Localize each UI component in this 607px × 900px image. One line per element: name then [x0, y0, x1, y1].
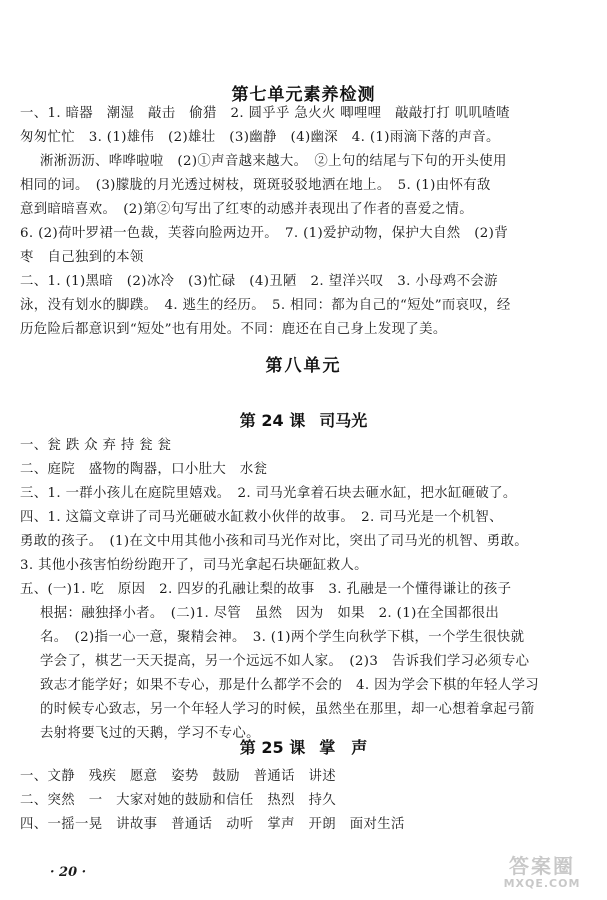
answer-line: 相同的词。 (3)朦胧的月光透过树枝，斑斑驳驳地洒在地上。 5. (1)由怀有敌	[20, 178, 491, 193]
answer-line: 四、一摇一晃 讲故事 普通话 动听 掌声 开朗 面对生活	[20, 817, 405, 832]
answer-line: 意到暗暗喜欢。 (2)第②句写出了红枣的动感并表现出了作者的喜爱之情。	[20, 202, 474, 217]
answer-line: 名。 (2)指一心一意，聚精会神。 3. (1)两个学生向秋学下棋，一个学生很快就	[40, 630, 525, 645]
answer-line: 四、1. 这篇文章讲了司马光砸破水缸救小伙伴的故事。 2. 司马光是一个机智、	[20, 510, 503, 525]
lesson24-number: 第 24 课	[239, 411, 306, 430]
answer-line: 的时候专心致志，另一个年轻人学习的时候，虽然坐在那里，却一心想着拿起弓箭	[40, 702, 535, 717]
answer-line: 致志才能学好；如果不专心，那是什么都学不会的 4. 因为学会下棋的年轻人学习	[40, 678, 540, 693]
answer-line: 枣 自己独到的本领	[20, 250, 144, 265]
answer-line: 3. 其他小孩害怕纷纷跑开了，司马光拿起石块砸缸救人。	[20, 558, 368, 573]
answer-line: 历危险后都意识到“短处”也有用处。不同：鹿还在自己身上发现了美。	[20, 322, 447, 337]
answer-line: 一、瓮 跌 众 弃 持 瓮 瓮	[20, 438, 172, 453]
answer-line: 二、庭院 盛物的陶器，口小肚大 水瓮	[20, 462, 268, 477]
answer-line: 淅淅沥沥、哗哗啦啦 (2)①声音越来越大。 ②上句的结尾与下句的开头使用	[40, 154, 507, 169]
answer-line: 三、1. 一群小孩儿在庭院里嬉戏。 2. 司马光拿着石块去砸水缸，把水缸砸破了。	[20, 486, 517, 501]
answer-line: 去射将要飞过的天鹅，学习不专心。	[40, 726, 260, 741]
unit7-title: 第七单元素养检测	[231, 85, 376, 105]
answer-line: 匆匆忙忙 3. (1)雄伟 (2)雄壮 (3)幽静 (4)幽深 4. (1)雨滴下落的声音。	[20, 130, 500, 145]
answer-line: 泳，没有划水的脚蹼。 4. 逃生的经历。 5. 相同：都为自己的“短处”而哀叹，经	[20, 298, 511, 313]
answer-line: 根据：融独择小者。 (二)1. 尽管 虽然 因为 如果 2. (1)在全国都很出	[40, 606, 500, 621]
answer-line: 一、1. 暗器 潮湿 敲击 偷猎 2. 圆乎乎 急火火 唧哩哩 敲敲打打 叽叽喳喳	[20, 106, 510, 121]
answer-line: 6. (2)荷叶罗裙一色裁，芙蓉向脸两边开。 7. (1)爱护动物，保护大自然 (2)背	[20, 226, 508, 241]
answer-line: 五、(一)1. 吃 原因 2. 四岁的孔融让梨的故事 3. 孔融是一个懂得谦让的孩子	[20, 582, 512, 597]
watermark-logo: 答案圈	[509, 854, 575, 878]
lesson25-number: 第 25 课	[239, 738, 306, 757]
answer-line: 二、突然 一 大家对她的鼓励和信任 热烈 持久	[20, 793, 337, 808]
watermark-url: MXQE.COM	[503, 877, 581, 890]
page-number: · 20 ·	[50, 865, 87, 880]
lesson25-name: 掌 声	[319, 738, 368, 757]
unit8-title: 第八单元	[265, 356, 342, 376]
answer-line: 学会了，棋艺一天天提高，另一个远远不如人家。 (2)3 告诉我们学习必须专心	[40, 654, 530, 669]
lesson24-title	[0, 408, 607, 431]
lesson24-name: 司马光	[319, 411, 368, 430]
answer-line: 勇敢的孩子。 (1)在文中用其他小孩和司马光作对比，突出了司马光的机智、勇敢。	[20, 534, 528, 549]
answer-line: 一、文静 残疾 愿意 姿势 鼓励 普通话 讲述	[20, 769, 337, 784]
watermark	[482, 855, 602, 895]
answer-line: 二、1. (1)黑暗 (2)冰冷 (3)忙碌 (4)丑陋 2. 望洋兴叹 3. 小母鸡不会游	[20, 274, 498, 289]
lesson25-title	[0, 735, 607, 758]
